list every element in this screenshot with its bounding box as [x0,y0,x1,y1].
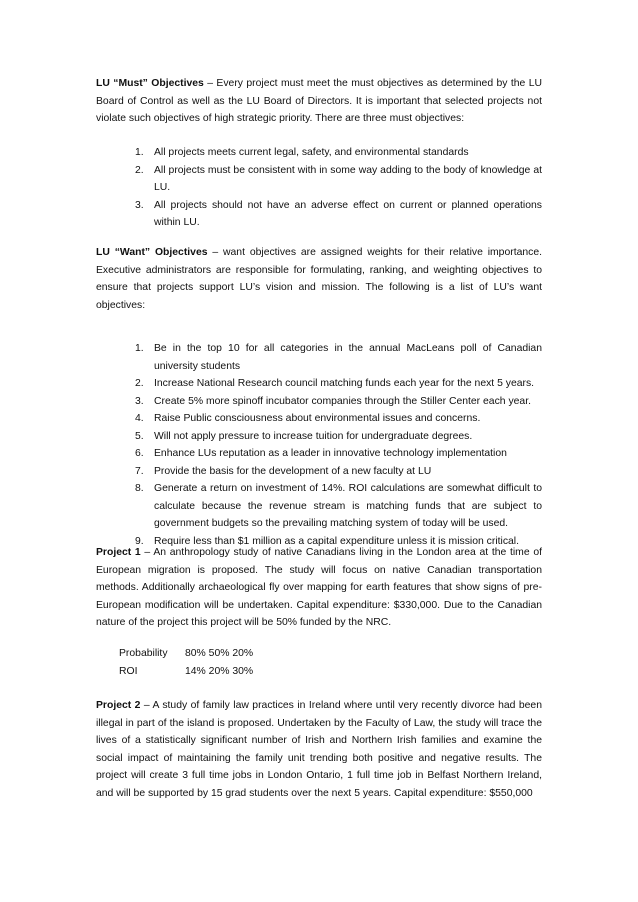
list-item: 9. Require less than $1 million as a capital expenditure unless it is mission critical. [135,535,519,547]
project2-paragraph [96,697,542,802]
must-objectives-list [135,144,542,232]
roi-label: ROI [119,666,138,677]
list-item: 1. All projects meets current legal, safety, and environmental standards [135,147,469,158]
list-item: 5. Will not apply pressure to increase tuition for undergraduate degrees. [135,430,473,442]
list-item: 2. Increase National Research council matching funds each year for the next 5 years. [135,378,535,389]
want-objectives-paragraph [96,244,542,314]
must-objectives-text: – Every project must meet the must objectives as determined by the LU Board of Control as well as the LU Board of Directors. It is important that selected projects not violate such objectives of high strategic priority. There are three must objectives: [96,78,542,124]
list-item: 2. All projects must be consistent with in some way adding to the body of knowledge at LU. [135,164,542,193]
list-item: 8. Generate a return on investment of 14%. ROI calculations are somewhat difficult to calculate because the revenue stream is matching funds that are subject to government budgets so the prevailing matching system of today will be used. [135,483,542,529]
want-objectives-heading: LU “Want” Objectives [96,247,208,258]
probability-label: Probability [119,648,168,659]
list-item: 3. Create 5% more spinoff incubator companies through the Stiller Center each year. [135,395,531,407]
list-item: 3. All projects should not have an adverse effect on current or planned operations within LU. [135,199,542,228]
want-objectives-text: – want objectives are assigned weights for their relative importance. Executive administrators are responsible for formulating, ranking, and weighting objectives to ensure that projects support LU’s vision and mission. The following is a list of LU’s want objectives: [96,247,542,311]
project2-text: – A study of family law practices in Ireland where until very recently divorce had been illegal in part of the island is proposed. Undertaken by the Faculty of Law, the study will trace the lives of a statistically significant number of Irish and Northern Irish families and examine the social impact of maintaining the family unit trending both positive and negative results. The project will create 3 full time jobs in London Ontario, 1 full time job in Belfast Northern Ireland, and will be supported by 15 grad students over the next 5 years. Capital expenditure: $550,000 [96,700,542,799]
project1-paragraph [96,544,542,632]
roi-values: 14% 20% 30% [185,666,254,677]
list-item: 6. Enhance LUs reputation as a leader in innovative technology implementation [135,448,507,459]
list-item: 4. Raise Public consciousness about environmental issues and concerns. [135,413,481,424]
project1-text: – An anthropology study of native Canadians living in the London area at the time of European migration is proposed. The study will focus on native Canadian transportation methods. Additionally archaeological fly over mapping for earth features that show signs of pre-European modification will be undertaken. Capital expenditure: $330,000. Due to the Canadian nature of the project this project will be 50% funded by the NRC. [96,547,542,628]
project2-heading: Project 2 [96,700,141,711]
list-item: 7. Provide the basis for the development of a new faculty at LU [135,465,432,477]
list-item: 1. Be in the top 10 for all categories in the annual MacLeans poll of Canadian university students [135,343,542,372]
must-objectives-paragraph [96,75,542,128]
must-objectives-heading: LU “Must” Objectives [96,78,204,89]
probability-values: 80% 50% 20% [185,648,254,659]
project1-metrics [119,645,253,681]
project1-heading: Project 1 [96,547,141,558]
want-objectives-list [135,340,542,550]
roi-row [119,663,253,681]
probability-row [119,645,253,663]
